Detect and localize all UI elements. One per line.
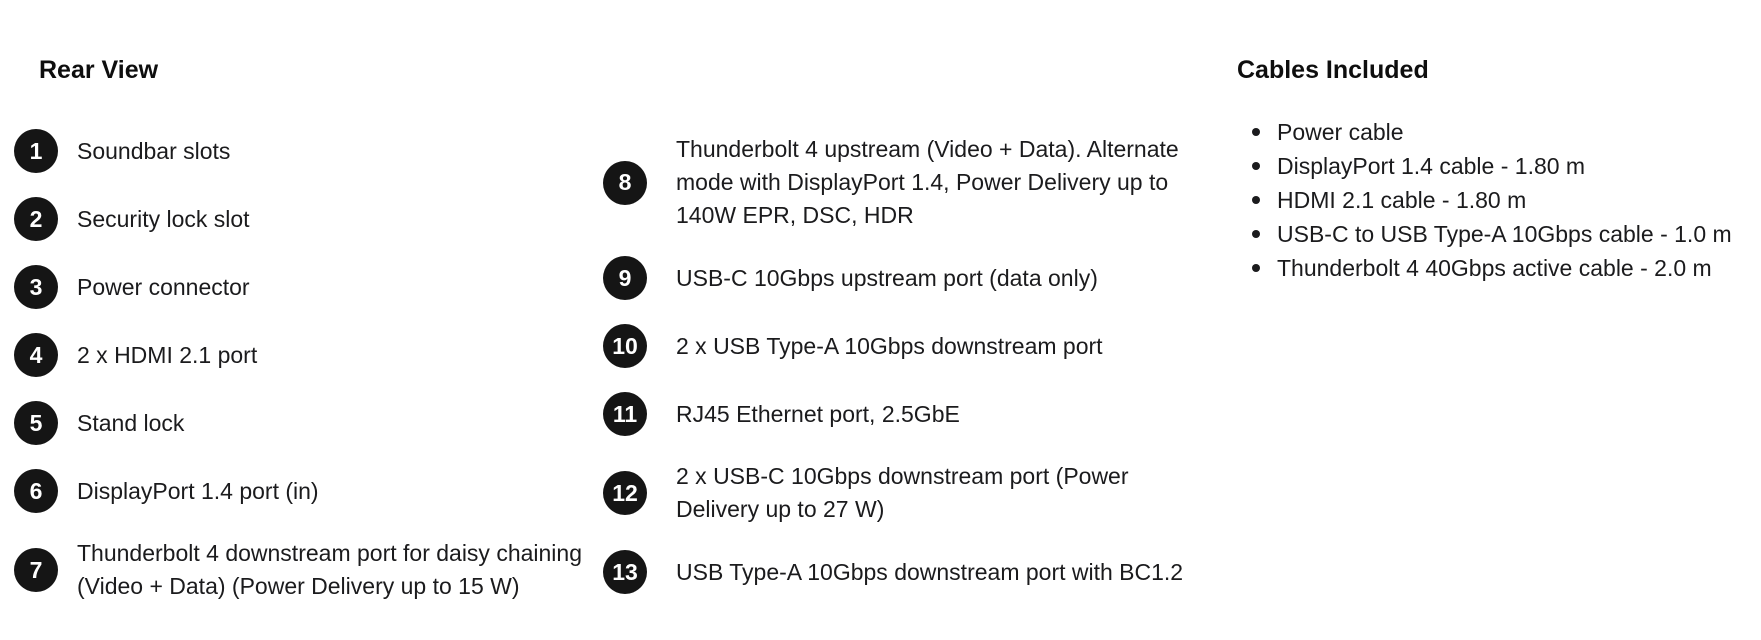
port-label-9: USB-C 10Gbps upstream port (data only)	[676, 264, 1098, 291]
rear-view-title: Rear View	[39, 56, 159, 84]
bullet-icon	[1252, 264, 1260, 272]
port-item-8	[603, 133, 1215, 232]
port-number-badge-2: 2	[14, 197, 58, 241]
port-label-3: Power connector	[77, 273, 250, 300]
rear-view-port-list-right	[603, 133, 1215, 594]
rear-view-section-continued	[603, 133, 1215, 618]
rear-view-section	[14, 55, 592, 627]
port-number-badge-11: 11	[603, 392, 647, 436]
port-number-badge-6: 6	[14, 469, 58, 513]
cable-item-1	[1237, 115, 1749, 149]
port-number-badge-10: 10	[603, 324, 647, 368]
port-number-badge-12: 12	[603, 471, 647, 515]
cable-item-3	[1237, 183, 1749, 217]
port-label-5: Stand lock	[77, 409, 185, 436]
port-number-badge-9: 9	[603, 256, 647, 300]
port-label-8: Thunderbolt 4 upstream (Video + Data). Alternate mode with DisplayPort 1.4, Power Delivery up to 140W EPR, DSC, HDR	[676, 136, 1179, 228]
cable-label-4: USB-C to USB Type-A 10Gbps cable - 1.0 m	[1277, 221, 1732, 247]
port-number-badge-3: 3	[14, 265, 58, 309]
port-item-9	[603, 256, 1215, 300]
cable-item-2	[1237, 149, 1749, 183]
bullet-icon	[1252, 196, 1260, 204]
port-item-7	[14, 537, 592, 603]
port-label-11: RJ45 Ethernet port, 2.5GbE	[676, 400, 960, 427]
port-label-7: Thunderbolt 4 downstream port for daisy chaining (Video + Data) (Power Delivery up to 15 W)	[77, 540, 583, 599]
port-item-5	[14, 401, 592, 445]
port-item-12	[603, 460, 1215, 526]
port-item-11	[603, 392, 1215, 436]
port-item-10	[603, 324, 1215, 368]
cables-included-section	[1237, 55, 1749, 285]
port-item-3	[14, 265, 592, 309]
port-label-4: 2 x HDMI 2.1 port	[77, 341, 258, 368]
port-number-badge-5: 5	[14, 401, 58, 445]
cable-item-5	[1237, 251, 1749, 285]
cables-included-title: Cables Included	[1237, 56, 1429, 84]
port-number-badge-7: 7	[14, 548, 58, 592]
port-label-12: 2 x USB-C 10Gbps downstream port (Power Delivery up to 27 W)	[676, 463, 1129, 522]
port-label-2: Security lock slot	[77, 205, 250, 232]
cable-label-2: DisplayPort 1.4 cable - 1.80 m	[1277, 153, 1586, 179]
port-item-13	[603, 550, 1215, 594]
cable-label-3: HDMI 2.1 cable - 1.80 m	[1277, 187, 1527, 213]
cable-label-5: Thunderbolt 4 40Gbps active cable - 2.0 m	[1277, 255, 1712, 281]
port-number-badge-1: 1	[14, 129, 58, 173]
port-number-badge-4: 4	[14, 333, 58, 377]
port-item-2	[14, 197, 592, 241]
port-number-badge-8: 8	[603, 161, 647, 205]
port-item-6	[14, 469, 592, 513]
port-number-badge-13: 13	[603, 550, 647, 594]
cable-label-1: Power cable	[1277, 119, 1404, 145]
port-label-6: DisplayPort 1.4 port (in)	[77, 477, 319, 504]
port-item-4	[14, 333, 592, 377]
port-item-1	[14, 129, 592, 173]
port-label-13: USB Type-A 10Gbps downstream port with BC1.2	[676, 558, 1184, 585]
rear-view-port-list-left	[14, 129, 592, 603]
port-label-1: Soundbar slots	[77, 137, 231, 164]
port-label-10: 2 x USB Type-A 10Gbps downstream port	[676, 332, 1103, 359]
bullet-icon	[1252, 230, 1260, 238]
cable-item-4	[1237, 217, 1749, 251]
cable-list	[1237, 115, 1749, 285]
bullet-icon	[1252, 162, 1260, 170]
bullet-icon	[1252, 128, 1260, 136]
